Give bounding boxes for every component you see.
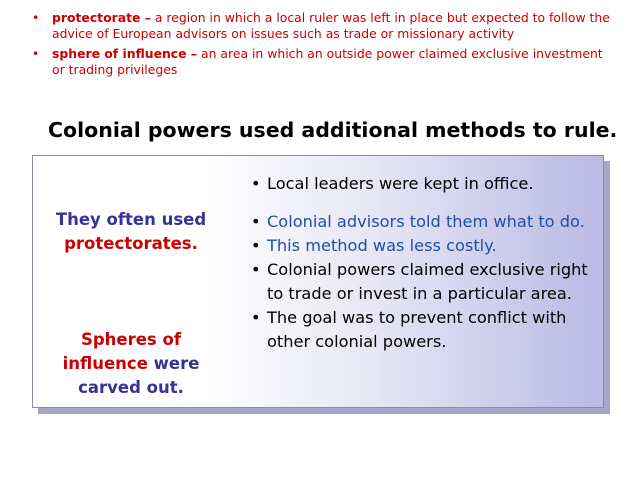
list-item-text: Local leaders were kept in office. [267,174,534,193]
protectorates-line-2: protectorates. [64,234,198,253]
spheres-line-1: Spheres of [80,330,182,349]
bullet-icon: • [251,236,261,255]
bullet-icon: • [251,212,261,231]
slide-title: Colonial powers used additional methods to rule. [48,118,618,142]
spheres-line-2 [33,352,229,376]
bullet-icon: • [32,10,40,25]
bullet-icon: • [251,308,261,327]
definitions-list [26,10,616,82]
list-item [249,258,599,306]
definition-term: sphere of influence – [52,46,198,61]
bullet-icon: • [251,260,261,279]
content-panel [32,155,604,408]
list-item-text: Colonial powers claimed exclusive right to trade or invest in a particular area. [267,260,588,303]
list-item-text: The goal was to prevent conflict with other colonial powers. [267,308,567,351]
left-column [33,156,229,407]
list-item [249,210,599,234]
list-item-text: Colonial advisors told them what to do. [267,212,585,231]
list-item [249,234,599,258]
spheres-term: influence [62,354,148,373]
spheres-heading [33,328,229,400]
definition-text: a region in which a local ruler was left in place but expected to follow the advice of European advisors on issues such as trade or missionary activity [52,10,610,41]
spheres-line-3: carved out. [78,378,184,397]
list-item-text: This method was less costly. [267,236,497,255]
list-item [249,306,599,354]
bullet-icon: • [32,46,40,61]
spheres-were: were [147,354,200,373]
bullet-icon: • [251,174,261,193]
list-item [249,172,599,196]
bullet-list [249,172,599,354]
definition-sphere-of-influence [26,46,616,78]
definition-text: an area in which an outside power claimed exclusive investment or trading privileges [52,46,603,77]
definition-protectorate [26,10,616,42]
definition-term: protectorate – [52,10,151,25]
protectorates-heading [33,208,229,256]
protectorates-line-1: They often used [55,210,207,229]
